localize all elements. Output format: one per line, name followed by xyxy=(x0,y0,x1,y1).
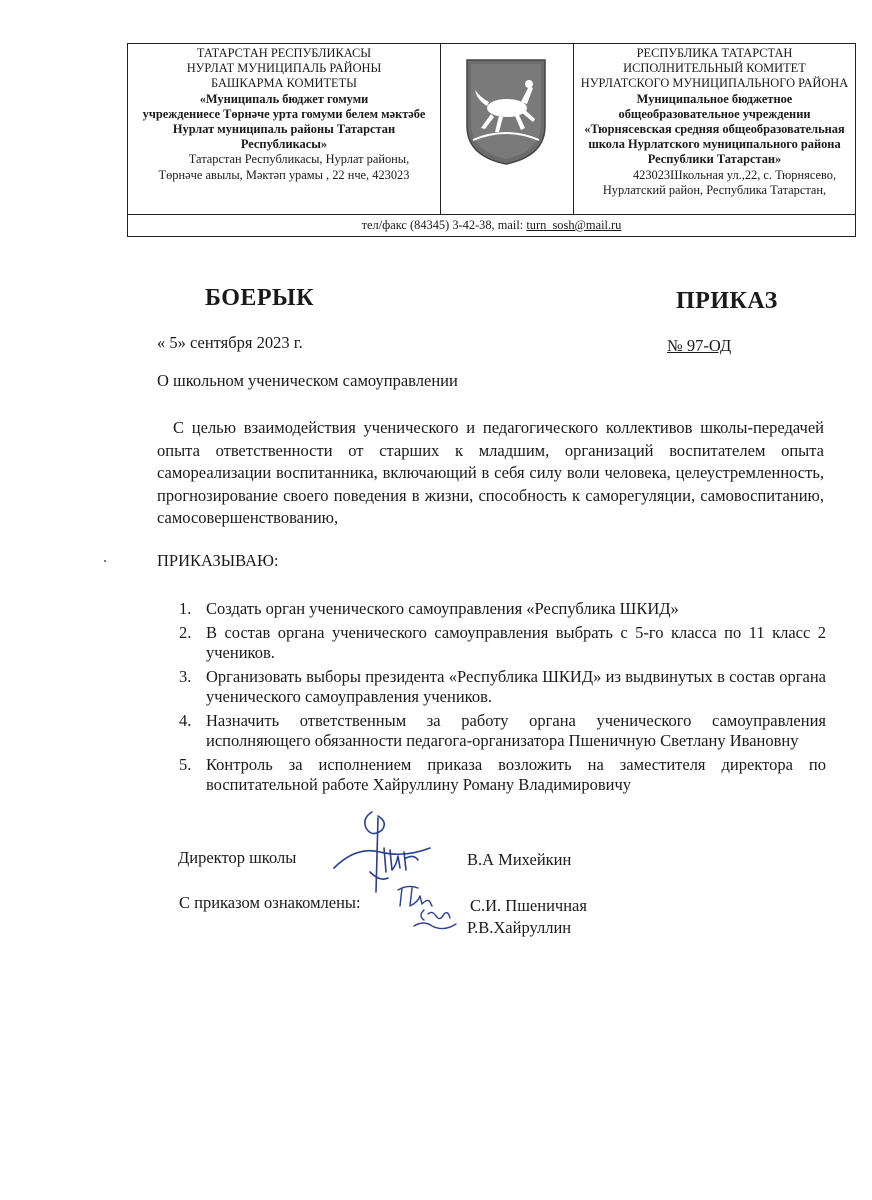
coat-of-arms-emblem xyxy=(463,56,549,168)
letterhead-contacts xyxy=(128,214,855,236)
contacts-phone: тел/факс (84345) 3-42-38, mail: xyxy=(361,218,524,232)
acknowledged-name-1: С.И. Пшеничная xyxy=(470,896,587,915)
emblem-column xyxy=(441,44,573,214)
order-date: « 5» сентября 2023 г. xyxy=(157,333,303,352)
preamble-paragraph: С целью взаимодействия ученического и педагогического коллективов школы-передачей опыта ответственности от старших к младшим, организаций воспитателем опыта самореализации воспитанника, включающий в себя силу воли человека, целеустремленность, прогнозирование своего поведения в жизни, способность к саморегуляции, самовоспитанию, самосовершенствованию, xyxy=(157,418,824,527)
order-items-list xyxy=(176,599,826,799)
order-item xyxy=(176,623,826,663)
order-subject: О школьном ученическом самоуправлении xyxy=(157,371,458,390)
order-item-number: 3. xyxy=(179,667,192,686)
order-item-number: 4. xyxy=(179,711,192,730)
letterhead-russian-column xyxy=(573,44,855,214)
title-tatar: БОЕРЫК xyxy=(205,285,315,311)
order-item-text: Контроль за исполнением приказа возложить на заместителя директора по воспитательной работе Хайруллину Роману Владимировичу xyxy=(206,755,826,794)
letterhead-left-line-2: НУРЛАТ МУНИЦИПАЛЬ РАЙОНЫ xyxy=(186,61,382,76)
order-item xyxy=(176,667,826,707)
letterhead-left-line-3: БАШКАРМА КОМИТЕТЫ xyxy=(211,76,357,91)
contacts-email-link[interactable]: turn_sosh@mail.ru xyxy=(526,218,622,232)
letterhead-tatar-column xyxy=(128,44,441,214)
letterhead-right-org-3: «Тюрнясевская средняя общеобразовательная xyxy=(584,122,845,137)
acknowledged-name-2: Р.В.Хайруллин xyxy=(467,918,572,937)
letterhead-right-org-5: Республики Татарстан» xyxy=(647,152,782,167)
letterhead-right-line-1: РЕСПУБЛИКА ТАТАРСТАН xyxy=(636,46,793,60)
order-item xyxy=(176,711,826,751)
letterhead-right-line-3: НУРЛАТСКОГО МУНИЦИПАЛЬНОГО РАЙОНА xyxy=(580,76,849,91)
letterhead-right-line-2: ИСПОЛНИТЕЛЬНЫЙ КОМИТЕТ xyxy=(623,61,806,76)
order-item-number: 2. xyxy=(179,623,192,642)
order-item-text: Организовать выборы президента «Республика ШКИД» из выдвинутых в состав органа ученического самоуправления учеников. xyxy=(206,667,826,706)
order-item xyxy=(176,599,826,619)
order-item-number: 1. xyxy=(179,599,192,618)
order-item-text: Назначить ответственным за работу органа ученического самоуправления исполняющего обязанности педагога-организатора Пшеничную Светлану Ивановну xyxy=(206,711,826,750)
order-item-text: В состав органа ученического самоуправления выбрать с 5-го класса по 11 класс 2 учеников. xyxy=(206,623,826,662)
acknowledgement-signatures-icon xyxy=(384,880,464,940)
letterhead-row xyxy=(128,44,855,214)
letterhead-right-org-4: школа Нурлатского муниципального района xyxy=(588,137,841,152)
letterhead-right-org-2: общеобразовательное учреждении xyxy=(618,106,811,121)
letterhead-right-address-1: 423023Школьная ул.,22, с. Тюрнясево, xyxy=(632,167,837,182)
letterhead-left-line-1: ТАТАРСТАН РЕСПУБЛИКАСЫ xyxy=(196,46,372,60)
order-item xyxy=(176,755,826,795)
title-russian: ПРИКАЗ xyxy=(676,288,778,314)
order-item-number: 5. xyxy=(179,755,192,774)
letterhead-left-address-1: Татарстан Республикасы, Нурлат районы, xyxy=(188,152,410,167)
letterhead xyxy=(127,43,856,237)
letterhead-left-org-4: Республикасы» xyxy=(240,137,328,152)
director-name: В.А Михейкин xyxy=(467,850,572,869)
letterhead-left-org-2: учреждениесе Төрнәче урта гомуми белем мәктәбе xyxy=(142,106,426,121)
letterhead-left-org-1: «Муниципаль бюджет гомуми xyxy=(199,91,369,106)
letterhead-right-address-2: Нурлатский район, Республика Татарстан, xyxy=(602,182,827,197)
letterhead-left-address-2: Төрнәче авылы, Мәктәп урамы , 22 нче, 423023 xyxy=(158,167,410,182)
order-number: № 97-ОД xyxy=(667,336,732,355)
acknowledged-label: С приказом ознакомлены: xyxy=(179,893,361,912)
letterhead-right-org-1: Муниципальное бюджетное xyxy=(636,91,793,106)
order-item-text: Создать орган ученического самоуправления «Республика ШКИД» xyxy=(206,599,679,618)
order-directive: ПРИКАЗЫВАЮ: xyxy=(157,551,279,570)
director-role: Директор школы xyxy=(178,848,297,867)
margin-mark xyxy=(104,560,106,562)
letterhead-left-org-3: Нурлат муниципаль районы Татарстан xyxy=(172,122,396,137)
